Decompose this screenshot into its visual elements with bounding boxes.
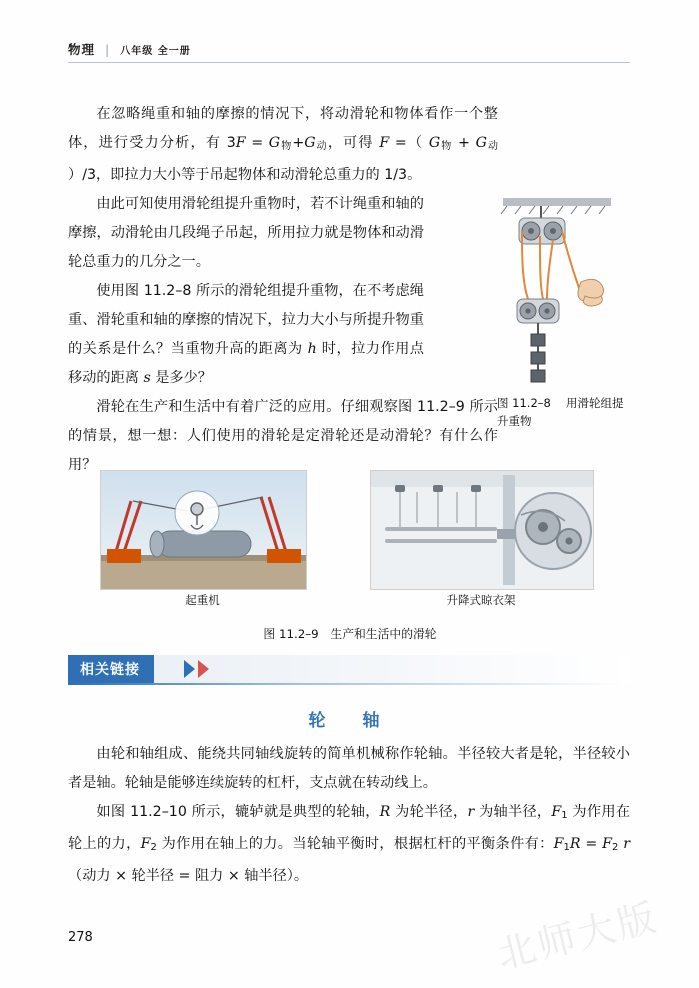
banner-arrow-blue-icon bbox=[184, 660, 195, 678]
banner-label: 相关链接 bbox=[68, 655, 154, 683]
header-divider: | bbox=[105, 41, 111, 57]
related-link-banner bbox=[68, 655, 630, 689]
photo-crane bbox=[100, 470, 307, 590]
figure-11-2-8 bbox=[497, 196, 632, 430]
watermark: 北师大版 bbox=[492, 894, 663, 978]
photo-crane-caption: 起重机 bbox=[185, 593, 220, 607]
page-header bbox=[68, 40, 628, 58]
paragraph-3: 使用图 11.2–8 所示的滑轮组提升重物，在不考虑绳重、滑轮重和轴的摩擦的情况下，拉力大小与所提升物重的关系是什么？当重物升高的距离为 h 时，拉力作用点移动的距离 s 是多少？ bbox=[68, 283, 424, 386]
section-title: 轮 轴 bbox=[308, 711, 390, 731]
figure-11-2-8-text: 用滑轮组提升重物 bbox=[497, 396, 624, 428]
figure-11-2-8-caption bbox=[497, 394, 632, 430]
banner-underline bbox=[68, 683, 630, 685]
pulley-system-illustration bbox=[497, 196, 632, 388]
header-rule bbox=[68, 62, 630, 63]
section-paragraph-1: 由轮和轴组成、能绕共同轴线旋转的简单机械称作轮轴。半径较大者是轮，半径较小者是轴。轮轴是能够连续旋转的杠杆，支点就在转动线上。 bbox=[68, 746, 630, 791]
paragraph-4: 滑轮在生产和生活中有着广泛的应用。仔细观察图 11.2–9 所示的情景，想一想：人们使用的滑轮是定滑轮还是动滑轮？有什么作用？ bbox=[68, 399, 498, 473]
section-paragraph-2: 如图 11.2–10 所示，辘轳就是典型的轮轴，R 为轮半径，r 为轴半径，$F_1$ 为作用在轮上的力，$F_2$ 为作用在轴上的力。当轮轴平衡时，根据杠杆的平衡条件有：$F_1R = F_2$ r（动力 × 轮半径 = 阻力 × 轴半径）。 bbox=[68, 804, 631, 884]
banner-arrow-red-icon bbox=[198, 660, 209, 678]
paragraph-2: 由此可知使用滑轮组提升重物时，若不计绳重和轴的摩擦，动滑轮由几段绳子吊起，所用拉力就是物体和动滑轮总重力的几分之一。 bbox=[68, 196, 424, 270]
header-subject: 物理 bbox=[68, 42, 96, 57]
photo-clothes-rack-caption: 升降式晾衣架 bbox=[446, 593, 516, 607]
figure-11-2-8-number: 图 11.2–8 bbox=[497, 396, 551, 410]
paragraph-1: 在忽略绳重和轴的摩擦的情况下，将动滑轮和物体看作一个整体，进行受力分析，有 $3F = G_物+G_动$，可得 F =（ $G_物 + G_动$ ）/3，即拉力大小等于吊起物体和动滑轮总重力的 1/3。 bbox=[68, 106, 499, 183]
page-number: 278 bbox=[68, 930, 93, 945]
section-body bbox=[68, 740, 630, 891]
figure-11-2-9 bbox=[100, 470, 600, 641]
header-grade: 八年级 全一册 bbox=[120, 45, 191, 57]
figure-11-2-9-caption: 图 11.2–9 生产和生活中的滑轮 bbox=[263, 627, 437, 641]
main-text-column bbox=[68, 100, 498, 480]
photo-clothes-rack bbox=[370, 470, 594, 590]
